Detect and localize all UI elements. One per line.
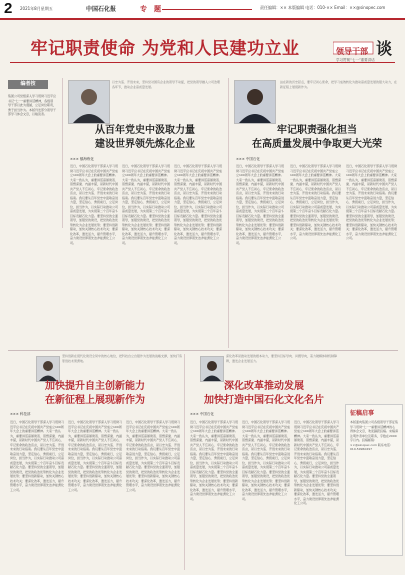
article-body: 近日，中国石化领导干部深入学习贯彻习近平总书记在庆祝中国共产党成立100周年大会上的重要讲话精神。大家一致认为，重要讲话高屋建瓴、思想深邃、内涵丰富，是新时代中国共产党人不忘初心、牢记使命的政治宣言，是以史为鉴、开创未来的行动指南。我们要从百年党史中汲取奋进力量，坚定信心、勇毅前行，立足岗位，担当作为，以实际行动推动公司高质量发展，为实现第二个百年奋斗目标贡献石化力量。要坚持党的全面领导，加强党的建设，把党的政治优势转化为企业发展优势；要坚持创新驱动，加快关键核心技术攻关；要深化改革，激发活力，提升管理水平，奋力建设世界领先洁净能源化工公司。 [126, 420, 180, 492]
person-silhouette-icon [37, 357, 59, 381]
call-for-papers-title: 征稿启事 [350, 410, 375, 417]
article-body: 近日，中国石化领导干部深入学习贯彻习近平总书记在庆祝中国共产党成立100周年大会上的重要讲话精神。大家一致认为，重要讲话高屋建瓴、思想深邃、内涵丰富，是新时代中国共产党人不忘初心、牢记使命的政治宣言，是以史为鉴、开创未来的行动指南。我们要从百年党史中汲取奋进力量，坚定信心、勇毅前行，立足岗位，担当作为，以实际行动推动公司高质量发展，为实现第二个百年奋斗目标贡献石化力量。要坚持党的全面领导，加强党的建设，把党的政治优势转化为企业发展优势；要坚持创新驱动，加快关键核心技术攻关；要深化改革，激发活力，提升管理水平，奋力建设世界领先洁净能源化工公司。 [122, 164, 170, 245]
article-body: 近日，中国石化领导干部深入学习贯彻习近平总书记在庆祝中国共产党成立100周年大会上的重要讲话精神。大家一致认为，重要讲话高屋建瓴、思想深邃、内涵丰富，是新时代中国共产党人不忘初心、牢记使命的政治宣言，是以史为鉴、开创未来的行动指南。我们要从百年党史中汲取奋进力量，坚定信心、勇毅前行，立足岗位，担当作为，以实际行动推动公司高质量发展，为实现第二个百年奋斗目标贡献石化力量。要坚持党的全面领导，加强党的建设，把党的政治优势转化为企业发展优势；要坚持创新驱动，加快关键核心技术攻关；要深化改革，激发活力，提升管理水平，奋力建设世界领先洁净能源化工公司。 [68, 420, 122, 492]
main-title: 牢记职责使命 为党和人民建功立业 [30, 39, 300, 59]
author-photo [36, 356, 60, 382]
badge-subtitle: 学习贯彻“七一”重要讲话 [336, 58, 375, 62]
column-divider [184, 354, 185, 570]
section-name: 专 题 [140, 4, 161, 13]
column-divider [228, 78, 229, 348]
article-author: ××× 中国石化 [190, 412, 214, 416]
article-body: 近日，中国石化领导干部深入学习贯彻习近平总书记在庆祝中国共产党成立100周年大会上的重要讲话精神。大家一致认为，重要讲话高屋建瓴、思想深邃、内涵丰富，是新时代中国共产党人不忘初心、牢记使命的政治宣言，是以史为鉴、开创未来的行动指南。我们要从百年党史中汲取奋进力量，坚定信心、勇毅前行，立足岗位，担当作为，以实际行动推动公司高质量发展，为实现第二个百年奋斗目标贡献石化力量。要坚持党的全面领导，加强党的建设，把党的政治优势转化为企业发展优势；要坚持创新驱动，加快关键核心技术攻关；要深化改革，激发活力，提升管理水平，奋力建设世界领先洁净能源化工公司。 [242, 420, 290, 501]
article-body: 近日，中国石化领导干部深入学习贯彻习近平总书记在庆祝中国共产党成立100周年大会上的重要讲话精神。大家一致认为，重要讲话高屋建瓴、思想深邃、内涵丰富，是新时代中国共产党人不忘初心、牢记使命的政治宣言，是以史为鉴、开创未来的行动指南。我们要从百年党史中汲取奋进力量，坚定信心、勇毅前行，立足岗位，担当作为，以实际行动推动公司高质量发展，为实现第二个百年奋斗目标贡献石化力量。要坚持党的全面领导，加强党的建设，把党的政治优势转化为企业发展优势；要坚持创新驱动，加快关键核心技术攻关；要深化改革，激发活力，提升管理水平，奋力建设世界领先洁净能源化工公司。 [346, 164, 398, 240]
editor-note-text: 集团公司党组深入学习贯彻习近平总书记“七一”重要讲话精神，各级领导干部以此为遵循，立足岗位职责，勇于担当作为。本版刊发部分领导干部学习体会文章，以飨读者。 [8, 94, 56, 116]
article-lead: 站在新的历史起点，要牢记初心使命，把学习成效转化为推动高质量发展的强大动力，在新征程上展现新作为。 [280, 80, 398, 89]
article-author: ××× 镇海炼化 [70, 157, 94, 161]
article-lead: 深化改革是推动发展的根本动力，要坚持目标导向、问题导向，着力破解体制机制障碍，激发企业发展活力。 [226, 354, 338, 363]
article-author: ××× 科技部 [10, 412, 31, 416]
article-lead: 以史为鉴、开创未来，坚持党对国有企业的领导不动摇，把党的领导融入公司治理各环节，推动企业高质量发展。 [112, 80, 221, 89]
author-photo [200, 356, 224, 382]
header-divider [162, 9, 252, 10]
article-lead: 坚持创新在现代化建设全局中的核心地位，把科技自立自强作为发展的战略支撑，加快打造原创技术策源地。 [62, 354, 182, 363]
person-silhouette-icon [235, 81, 275, 123]
person-silhouette-icon [201, 357, 223, 381]
article-headline: 从百年党史中汲取力量 [95, 125, 195, 136]
article-body: 近日，中国石化领导干部深入学习贯彻习近平总书记在庆祝中国共产党成立100周年大会上的重要讲话精神。大家一致认为，重要讲话高屋建瓴、思想深邃、内涵丰富，是新时代中国共产党人不忘初心、牢记使命的政治宣言，是以史为鉴、开创未来的行动指南。我们要从百年党史中汲取奋进力量，坚定信心、勇毅前行，立足岗位，担当作为，以实际行动推动公司高质量发展，为实现第二个百年奋斗目标贡献石化力量。要坚持党的全面领导，加强党的建设，把党的政治优势转化为企业发展优势；要坚持创新驱动，加快关键核心技术攻关；要深化改革，激发活力，提升管理水平，奋力建设世界领先洁净能源化工公司。 [174, 164, 223, 245]
article-body: 近日，中国石化领导干部深入学习贯彻习近平总书记在庆祝中国共产党成立100周年大会上的重要讲话精神。大家一致认为，重要讲话高屋建瓴、思想深邃、内涵丰富，是新时代中国共产党人不忘初心、牢记使命的政治宣言，是以史为鉴、开创未来的行动指南。我们要从百年党史中汲取奋进力量，坚定信心、勇毅前行，立足岗位，担当作为，以实际行动推动公司高质量发展，为实现第二个百年奋斗目标贡献石化力量。要坚持党的全面领导，加强党的建设，把党的政治优势转化为企业发展优势；要坚持创新驱动，加快关键核心技术攻关；要深化改革，激发活力，提升管理水平，奋力建设世界领先洁净能源化工公司。 [190, 420, 238, 501]
article-headline: 在高质量发展中争取更大光荣 [252, 139, 382, 150]
article-body: 近日，中国石化领导干部深入学习贯彻习近平总书记在庆祝中国共产党成立100周年大会上的重要讲话精神。大家一致认为，重要讲话高屋建瓴、思想深邃、内涵丰富，是新时代中国共产党人不忘初心、牢记使命的政治宣言，是以史为鉴、开创未来的行动指南。我们要从百年党史中汲取奋进力量，坚定信心、勇毅前行，立足岗位，担当作为，以实际行动推动公司高质量发展，为实现第二个百年奋斗目标贡献石化力量。要坚持党的全面领导，加强党的建设，把党的政治优势转化为企业发展优势；要坚持创新驱动，加快关键核心技术攻关；要深化改革，激发活力，提升管理水平，奋力建设世界领先洁净能源化工公司。 [294, 420, 340, 505]
date-line: 2021年8月星期五 [20, 6, 53, 11]
article-headline: 加快打造中国石化文化名片 [204, 395, 324, 406]
person-silhouette-icon [69, 81, 109, 123]
badge-character: 谈 [376, 39, 393, 58]
article-body: 近日，中国石化领导干部深入学习贯彻习近平总书记在庆祝中国共产党成立100周年大会上的重要讲话精神。大家一致认为，重要讲话高屋建瓴、思想深邃、内涵丰富，是新时代中国共产党人不忘初心、牢记使命的政治宣言，是以史为鉴、开创未来的行动指南。我们要从百年党史中汲取奋进力量，坚定信心、勇毅前行，立足岗位，担当作为，以实际行动推动公司高质量发展，为实现第二个百年奋斗目标贡献石化力量。要坚持党的全面领导，加强党的建设，把党的政治优势转化为企业发展优势；要坚持创新驱动，加快关键核心技术攻关；要深化改革，激发活力，提升管理水平，奋力建设世界领先洁净能源化工公司。 [290, 164, 342, 240]
article-headline: 牢记职责强化担当 [277, 125, 357, 136]
article-headline: 加快提升自主创新能力 [45, 381, 145, 392]
article-headline: 深化改革推动发展 [224, 381, 304, 392]
badge-title: 领导干部 [336, 47, 368, 56]
column-divider [62, 78, 63, 228]
page-number: 2 [4, 0, 13, 17]
article-body: 近日，中国石化领导干部深入学习贯彻习近平总书记在庆祝中国共产党成立100周年大会上的重要讲话精神。大家一致认为，重要讲话高屋建瓴、思想深邃、内涵丰富，是新时代中国共产党人不忘初心、牢记使命的政治宣言，是以史为鉴、开创未来的行动指南。我们要从百年党史中汲取奋进力量，坚定信心、勇毅前行，立足岗位，担当作为，以实际行动推动公司高质量发展，为实现第二个百年奋斗目标贡献石化力量。要坚持党的全面领导，加强党的建设，把党的政治优势转化为企业发展优势；要坚持创新驱动，加快关键核心技术攻关；要深化改革，激发活力，提升管理水平，奋力建设世界领先洁净能源化工公司。 [236, 164, 285, 245]
call-for-papers-text: 本版面向集团公司各级领导干部征集学习贯彻“七一”重要讲话精神的心得体会文章，欢迎踊跃投稿。来稿请注明作者单位及职务，字数在2000字以内。投稿邮箱：××@sinopec.com 联系电话：010-59960297 [350, 420, 398, 451]
article-body: 近日，中国石化领导干部深入学习贯彻习近平总书记在庆祝中国共产党成立100周年大会上的重要讲话精神。大家一致认为，重要讲话高屋建瓴、思想深邃、内涵丰富，是新时代中国共产党人不忘初心、牢记使命的政治宣言，是以史为鉴、开创未来的行动指南。我们要从百年党史中汲取奋进力量，坚定信心、勇毅前行，立足岗位，担当作为，以实际行动推动公司高质量发展，为实现第二个百年奋斗目标贡献石化力量。要坚持党的全面领导，加强党的建设，把党的政治优势转化为企业发展优势；要坚持创新驱动，加快关键核心技术攻关；要深化改革，激发活力，提升管理水平，奋力建设世界领先洁净能源化工公司。 [10, 420, 64, 492]
author-photo [234, 80, 276, 124]
author-photo [68, 80, 110, 124]
article-body: 近日，中国石化领导干部深入学习贯彻习近平总书记在庆祝中国共产党成立100周年大会上的重要讲话精神。大家一致认为，重要讲话高屋建瓴、思想深邃、内涵丰富，是新时代中国共产党人不忘初心、牢记使命的政治宣言，是以史为鉴、开创未来的行动指南。我们要从百年党史中汲取奋进力量，坚定信心、勇毅前行，立足岗位，担当作为，以实际行动推动公司高质量发展，为实现第二个百年奋斗目标贡献石化力量。要坚持党的全面领导，加强党的建设，把党的政治优势转化为企业发展优势；要坚持创新驱动，加快关键核心技术攻关；要深化改革，激发活力，提升管理水平，奋力建设世界领先洁净能源化工公司。 [70, 164, 118, 245]
masthead: 中国石化报 [86, 6, 117, 13]
editor-note-label: 编者按 [8, 80, 48, 89]
section-divider [8, 350, 398, 351]
header-meta: 责任编辑：×× 本版编辑 电话：010-×× Email：××@sinopec.com [260, 5, 386, 10]
article-author: ××× 中国石化 [236, 157, 260, 161]
article-headline: 建设世界领先炼化企业 [95, 139, 195, 150]
article-headline: 在新征程上展现新作为 [45, 395, 145, 406]
